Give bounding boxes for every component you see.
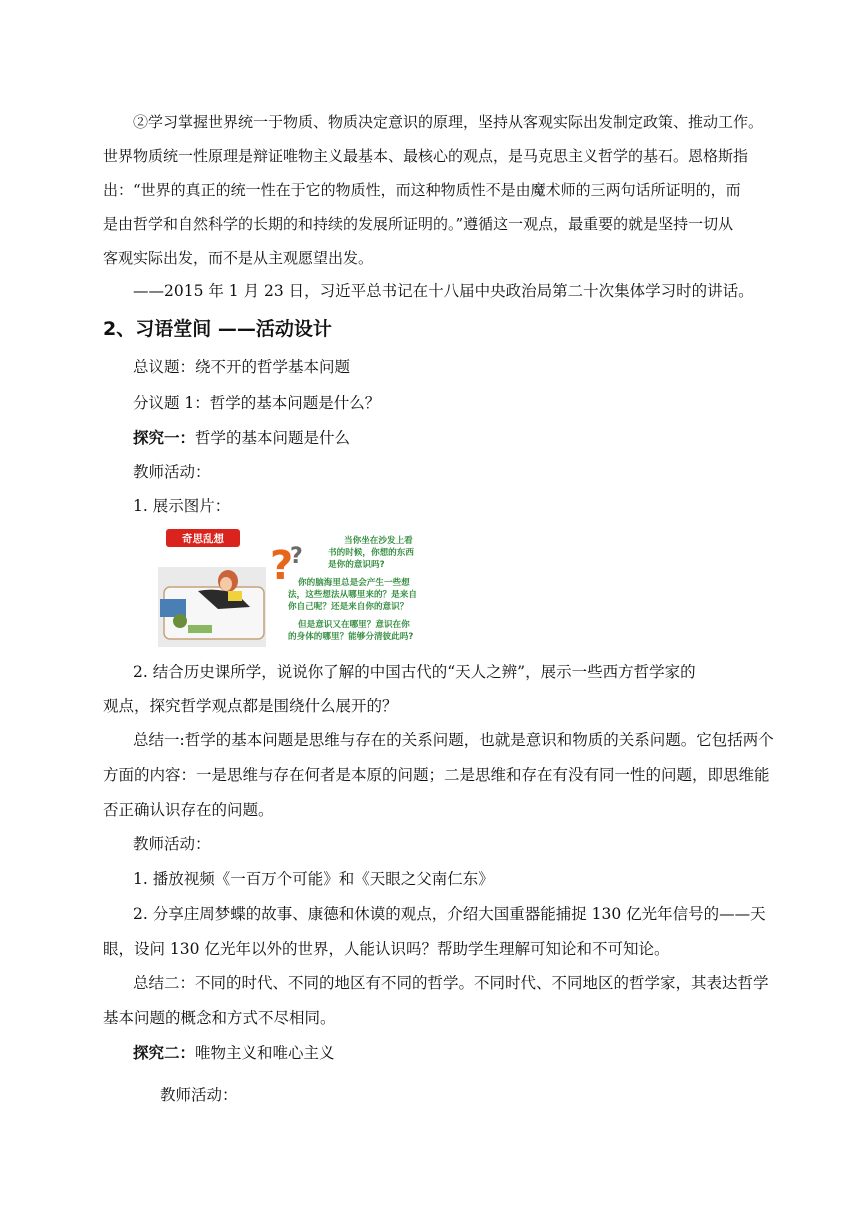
inquiry-one-lead: 探究一： [133,429,196,447]
quote-line-5: 客观实际出发，而不是从主观愿望出发。 [103,249,374,267]
badge-label: 奇思乱想 [182,533,224,545]
figure-line-5: 法，这些想法从哪里来的？是来自 [288,590,417,600]
video-step: 1. 播放视频《一百万个可能》和《天眼之父南仁东》 [133,870,494,888]
summary1-line-1: 总结一:哲学的基本问题是思维与存在的关系问题，也就是意识和物质的关系问题。它包括两个 [133,731,774,749]
step2-line-2: 观点，探究哲学观点都是围绕什么展开的？ [103,697,398,715]
share-step-line-1: 2. 分享庄周梦蝶的故事、康德和休谟的观点，介绍大国重器能捕捉 130 亿光年信号的——天 [133,905,766,923]
inquiry-one-text: 哲学的基本问题是什么 [195,429,351,447]
clutter-ball [173,614,187,628]
quote-source: ——2015 年 1 月 23 日，习近平总书记在十八届中央政治局第二十次集体学习时的讲话。 [133,282,754,300]
figure-line-8: 的身体的哪里？能够分清彼此吗? [288,632,414,642]
summary1-line-2: 方面的内容：一是思维与存在何者是本原的问题；二是思维和存在有没有同一性的问题，即思维能 [103,766,770,784]
clutter-shoe [188,625,212,633]
share-step-line-2: 眼，设问 130 亿光年以外的世界，人能认识吗？帮助学生理解可知论和不可知论。 [103,940,670,958]
teacher-activity-3: 教师活动： [160,1086,238,1104]
teacher-activity-1: 教师活动： [133,463,211,481]
quote-line-4: 是由哲学和自然科学的长期的和持续的发展所证明的。”遵循这一观点，最重要的就是坚持一切从 [103,215,734,233]
step-show-picture: 1. 展示图片： [133,497,231,515]
figure-line-1: 当你坐在沙发上看 [344,536,413,546]
summary1-line-3: 否正确认识存在的问题。 [103,801,274,819]
summary2-line-2: 基本问题的概念和方式不尽相同。 [103,1009,336,1027]
figure-illustration [158,529,418,647]
quote-line-3: 出：“世界的真正的统一性在于它的物质性，而这种物质性不是由魔术师的三两句话所证明的，而 [103,181,741,199]
general-topic: 总议题：绕不开的哲学基本问题 [133,358,351,376]
inquiry-one [133,422,350,454]
clutter-box [160,599,186,617]
question-mark-small-icon: ? [290,544,303,569]
figure-line-7: 但是意识又在哪里？意识在你 [298,620,410,630]
thinking-figure [158,529,418,647]
quote-line-2: 世界物质统一性原理是辩证唯物主义最基本、最核心的观点，是马克思主义哲学的基石。恩格斯指 [103,147,749,165]
person-face [220,577,232,591]
sub-topic: 分议题 1：哲学的基本问题是什么？ [133,394,381,412]
inquiry-two-text: 唯物主义和唯心主义 [195,1044,335,1062]
teacher-activity-2: 教师活动： [133,835,211,853]
inquiry-two [133,1037,335,1069]
figure-line-3: 是你的意识吗? [328,560,385,570]
inquiry-two-lead: 探究二： [133,1044,196,1062]
summary2-line-1: 总结二：不同的时代、不同的地区有不同的哲学。不同时代、不同地区的哲学家，其表达哲学 [133,974,769,992]
quote-line-1: ②学习掌握世界统一于物质、物质决定意识的原理，坚持从客观实际出发制定政策、推动工作。 [133,113,764,131]
figure-line-6: 你自己呢？还是来自你的意识？ [288,602,409,612]
step2-line-1: 2. 结合历史课所学，说说你了解的中国古代的“天人之辨”，展示一些西方哲学家的 [133,663,696,681]
figure-line-4: 你的脑海里总是会产生一些想 [298,578,410,588]
figure-line-2: 书的时候，你想的东西 [328,548,414,558]
question-mark-icon: ? [270,543,294,589]
book-shape [228,591,242,601]
section-title: 2、习语堂间 ——活动设计 [103,318,332,340]
